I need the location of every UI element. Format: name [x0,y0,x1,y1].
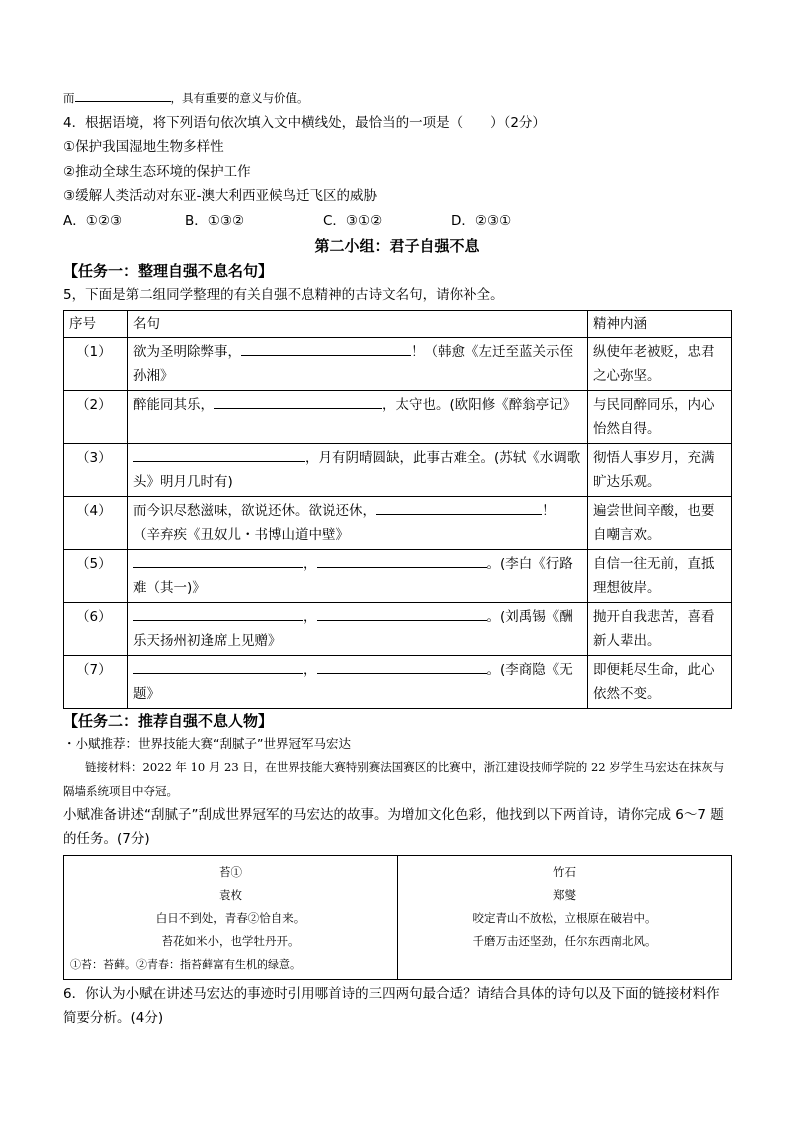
row-num: （6） [64,602,128,655]
quote-mid: ， [303,661,317,678]
q4-option-b[interactable]: B．①③② [185,212,245,229]
quote-post: ，太守也。(欧阳修《醉翁亭记》 [382,396,577,413]
row-num: （1） [64,337,128,390]
group2-title: 第二小组：君子自强不息 [314,237,480,255]
material-text: 链接材料：2022 年 10 月 23 日，在世界技能大赛特别赛法国赛区的比赛中，浙江建设技师学院的 22 岁学生马宏达在抹灰与隔墙系统项目中夺冠。 [63,759,725,798]
table-row [64,496,732,549]
q4-option-d[interactable]: D．②③① [451,212,512,229]
row-quote [128,337,588,390]
q4-item-2: ②推动全球生态环境的保护工作 [63,163,251,180]
row-meaning: 抛开自我悲苦，喜看新人辈出。 [588,602,732,655]
poem-zhushi [398,855,732,979]
poems-table [63,855,732,980]
row-meaning: 与民同醉同乐，内心怡然自得。 [588,390,732,443]
quote-post: ！（韩愈《左迁至蓝关示侄孙湘》 [133,343,573,384]
quote-post: ，月有阴晴圆缺，此事古难全。(苏轼《水调歌头》明月几时有) [133,449,581,490]
quote-mid: ， [303,555,317,572]
row-quote [128,390,588,443]
recommend-line: ・小赋推荐：世界技能大赛“刮腻子”世界冠军马宏达 [63,735,351,751]
q3-tail-lead: 而 [63,91,75,105]
answer-blank[interactable] [214,394,382,409]
exam-page [63,86,731,1030]
q4-item-3: ③缓解人类活动对东亚-澳大利西亚候鸟迁飞区的威胁 [63,188,377,204]
quote-post: 。(李白《行路难（其一)》 [133,555,573,596]
q5-table [63,310,732,709]
q5-header-num: 序号 [64,310,128,337]
q3-tail-line [63,86,731,111]
q4-option-c[interactable]: C．③①② [323,212,383,229]
row-quote [128,549,588,602]
table-row [64,390,732,443]
row-num: （7） [64,655,128,708]
task1-title: 【任务一：整理自强不息名句】 [63,262,274,280]
linked-material [63,755,731,803]
row-meaning: 即便耗尽生命，此心依然不变。 [588,655,732,708]
q4-option-a[interactable]: A．①②③ [63,212,123,229]
row-num: （2） [64,390,128,443]
row-meaning: 自信一往无前，直抵理想彼岸。 [588,549,732,602]
poem-author: 袁枚 [219,887,242,902]
table-row [64,655,732,708]
table-row [64,443,732,496]
row-num: （4） [64,496,128,549]
row-num: （5） [64,549,128,602]
answer-blank[interactable] [133,553,303,568]
poem-title: 苔① [219,864,242,879]
row-quote [128,496,588,549]
poem-line: 苔花如米小，也学牡丹开。 [161,933,300,948]
table-row [64,602,732,655]
poem-line: 咬定青山不放松，立根原在破岩中。 [472,910,657,925]
quote-pre: 欲为圣明除弊事， [133,343,241,360]
answer-blank[interactable] [317,553,487,568]
row-meaning: 彻悟人事岁月，充满旷达乐观。 [588,443,732,496]
q5-stem: 5，下面是第二组同学整理的有关自强不息精神的古诗文名句，请你补全。 [63,287,504,303]
q3-answer-blank[interactable] [75,87,171,102]
q5-header-row [64,310,732,337]
table-row [64,337,732,390]
answer-blank[interactable] [133,606,303,621]
q5-header-meaning: 精神内涵 [588,310,732,337]
answer-blank[interactable] [133,447,305,462]
answer-blank[interactable] [133,659,303,674]
q6-stem: 6．你认为小赋在讲述马宏达的事迹时引用哪首诗的三四两句最合适？请结合具体的诗句以及下面的链接材料作简要分析。(4分) [63,985,720,1026]
poem-tai [64,855,398,979]
task2-title: 【任务二：推荐自强不息人物】 [63,711,274,730]
poem-line: 千磨万击还坚劲，任尔东西南北风。 [472,933,657,948]
poem-author: 郑燮 [553,887,576,902]
row-meaning: 遍尝世间辛酸，也要自嘲言欢。 [588,496,732,549]
q4-stem: 4．根据语境，将下列语句依次填入文中横线处，最恰当的一项是（ ）（2分） [63,114,546,131]
quote-pre: 而今识尽愁滋味，欲说还休。欲说还休， [133,502,376,519]
q4-item-1: ①保护我国湿地生物多样性 [63,139,224,155]
row-num: （3） [64,443,128,496]
poem-note: ①苔：苔藓。②青春：指苔藓富有生机的绿意。 [70,957,301,971]
quote-mid: ， [303,608,317,625]
q3-tail-rest: ，具有重要的意义与价值。 [170,91,309,105]
row-quote [128,655,588,708]
quote-post: 。(刘禹锡《酬乐天扬州初逢席上见赠》 [133,608,573,649]
row-quote [128,443,588,496]
quote-pre: 醉能同其乐， [133,396,214,413]
answer-blank[interactable] [317,659,487,674]
q6-7-intro: 小赋准备讲述“刮腻子”刮成世界冠军的马宏达的故事。为增加文化色彩，他找到以下两首诗，请你完成 6～7 题的任务。(7分) [63,806,724,847]
q4-options [63,209,731,234]
quote-post: ！（辛弃疾《丑奴儿・书博山道中壁》 [133,502,556,543]
poem-line: 白日不到处，青春②恰自来。 [155,910,306,925]
q5-header-quote: 名句 [128,310,588,337]
poem-title: 竹石 [553,864,576,879]
row-meaning: 纵使年老被贬，忠君之心弥坚。 [588,337,732,390]
quote-post: 。(李商隐《无题》 [133,661,573,702]
row-quote [128,602,588,655]
table-row [64,549,732,602]
answer-blank[interactable] [376,500,542,515]
answer-blank[interactable] [241,341,411,356]
answer-blank[interactable] [317,606,487,621]
